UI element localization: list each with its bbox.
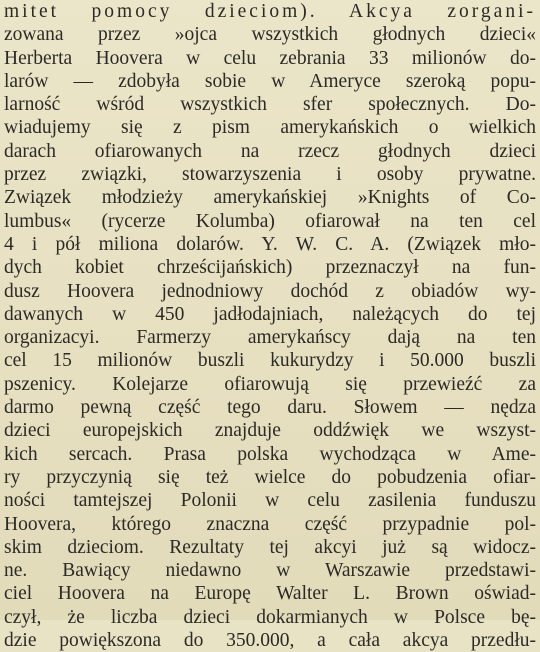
article-line: dusz Hoovera jednodniowy dochód z obiadów wy- [4, 280, 536, 302]
article-line: ciel Hoovera na Europę Walter L. Brown oświad- [4, 583, 536, 605]
article-line: skim dzieciom. Rezultaty tej akcyi już są widocz- [4, 536, 536, 558]
article-line: wiadujemy się z pism amerykańskich o wielkich [4, 117, 536, 139]
article-line: dych kobiet chrześcijańskich) przeznaczył na fun- [4, 257, 536, 279]
article-line: Hoovera, którego znaczna część przypadnie pol- [4, 513, 536, 535]
article-line: Herberta Hoovera w celu zebrania 33 milionów do- [4, 47, 536, 69]
article-line: dzie powiększona do 350.000, a cała akcya przedłu- [4, 630, 536, 652]
article-line: czył, że liczba dzieci dokarmianych w Polsce bę- [4, 606, 536, 628]
article-line: ry przyczynią się też wielce do pobudzenia ofiar- [4, 466, 536, 488]
article-line: dzieci europejskich znajduje oddźwięk we wszyst- [4, 420, 536, 442]
article-line: lumbus« (rycerze Kolumba) ofiarował na ten cel [4, 210, 536, 232]
article-line: larów — zdobyła sobie w Ameryce szeroką popu- [4, 70, 536, 92]
article-line: dawanych w 450 jadłodajniach, należących do tej [4, 303, 536, 325]
article-line: mitet pomocy dzieciom). Akcya zorgani- [4, 1, 536, 22]
article-line: darach ofiarowanych na rzecz głodnych dzieci [4, 140, 536, 162]
article-line: 4 i pół miliona dolarów. Y. W. C. A. (Związek mło- [4, 233, 536, 255]
article-line: Związek młodzieży amerykańskiej »Knights of Co- [4, 187, 536, 209]
article-line: zowana przez »ojca wszystkich głodnych dzieci« [4, 24, 536, 46]
article-line: cel 15 milionów buszli kukurydzy i 50.000 buszli [4, 350, 536, 372]
article-line: ne. Bawiący niedawno w Warszawie przedstawi- [4, 560, 536, 582]
article-line: kich sercach. Prasa polska wychodząca w Ame- [4, 443, 536, 465]
article-line: larność wśród wszystkich sfer społecznych. Do- [4, 94, 536, 116]
article-line: pszenicy. Kolejarze ofiarowują się przewieźć za [4, 373, 536, 395]
article-line: organizacyi. Farmerzy amerykańscy dają na ten [4, 327, 536, 349]
article-line: ności tamtejszej Polonii w celu zasilenia funduszu [4, 490, 536, 512]
article-line: przez związki, stowarzyszenia i osoby prywatne. [4, 164, 536, 186]
article-line: darmo pewną część tego daru. Słowem — nędza [4, 397, 536, 419]
article-text-column [4, 0, 536, 652]
